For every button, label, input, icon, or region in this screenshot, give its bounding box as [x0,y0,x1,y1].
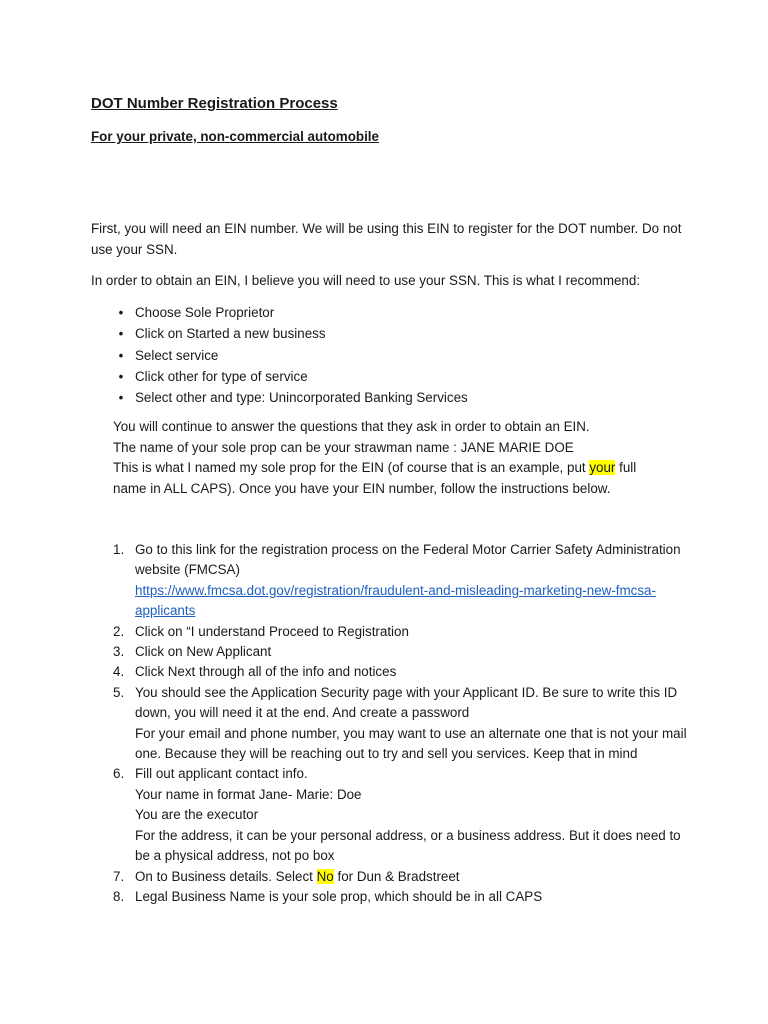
document-subtitle: For your private, non-commercial automobile [91,129,379,144]
step-sub-text: Your name in format Jane- Marie: Doe [135,786,362,802]
fmcsa-registration-link[interactable]: https://www.fmcsa.dot.gov/registration/fraudulent-and-misleading-marketing-new-fmcsa-applicants [135,582,656,619]
bullet-icon: • [118,326,124,342]
step-text-part: for Dun & Bradstreet [333,868,460,884]
step-item [91,540,691,622]
highlighted-word: No [316,868,334,884]
note-line: The name of your sole prop can be your strawman name : JANE MARIE DOE [113,439,574,455]
step-text: Click on New Applicant [135,644,272,660]
step-text: Legal Business Name is your sole prop, which should be in all CAPS [135,888,543,904]
step-item [91,764,691,866]
step-text [135,867,691,887]
step-text: You should see the Application Security page with your Applicant ID. Be sure to write this ID down, you will need it at the end. And create a password [135,684,678,721]
step-text: Click Next through all of the info and notices [135,664,397,680]
bullet-text: Select service [135,347,219,363]
bullet-icon: • [118,305,124,320]
step-number: 2. [113,623,125,639]
bullet-item [91,302,691,323]
bullet-item [91,323,691,344]
highlighted-word: your [589,460,616,475]
step-number: 1. [113,542,125,557]
step-text: Click on “I understand Proceed to Registration [135,623,409,639]
note-text: full name in ALL CAPS). Once you have your EIN number, follow the instructions below. [113,460,637,496]
intro-paragraph-ssn: In order to obtain an EIN, I believe you will need to use your SSN. This is what I recommend: [91,273,641,288]
bullet-icon: • [118,347,124,363]
step-text: Fill out applicant contact info. [135,766,308,782]
step-item [91,887,691,907]
step-item [91,622,691,642]
step-item [91,662,691,682]
note-line [113,460,636,496]
step-extra-text: For your email and phone number, you may want to use an alternate one that is not your mail one. Because they will be reaching out to try and sell you services. Keep that in mind [135,725,687,762]
step-number: 7. [113,868,125,884]
step-number: 8. [113,888,125,904]
bullet-text: Choose Sole Proprietor [135,305,275,320]
step-text-part: On to Business details. Select [135,868,317,884]
step-item [91,642,691,662]
registration-steps-list [91,540,691,907]
bullet-icon: • [118,368,124,384]
bullet-icon: • [118,390,124,406]
step-number: 6. [113,766,125,782]
step-text: Go to this link for the registration process on the Federal Motor Carrier Safety Administration website (FMCSA) [135,542,681,578]
bullet-item [91,366,691,387]
note-text: This is what I named my sole prop for the EIN (of course that is an example, put [113,460,590,475]
ein-note [113,417,673,499]
step-item [91,683,691,765]
step-sub-text: For the address, it can be your personal address, or a business address. But it does need to be a physical address, not po box [135,827,681,864]
step-item [91,867,691,887]
step-number: 3. [113,644,125,660]
ein-steps-bullet-list [91,302,691,408]
bullet-text: Click other for type of service [135,368,308,384]
note-line: You will continue to answer the questions that they ask in order to obtain an EIN. [113,419,590,434]
intro-paragraph-ein: First, you will need an EIN number. We will be using this EIN to register for the DOT number. Do not use your SSN. [91,221,682,257]
bullet-text: Select other and type: Unincorporated Banking Services [135,390,468,406]
step-number: 5. [113,684,125,700]
document-title: DOT Number Registration Process [91,95,338,112]
step-number: 4. [113,664,125,680]
bullet-item [91,345,691,366]
step-sub-text: You are the executor [135,807,259,823]
bullet-item [91,387,691,408]
bullet-text: Click on Started a new business [135,326,326,342]
